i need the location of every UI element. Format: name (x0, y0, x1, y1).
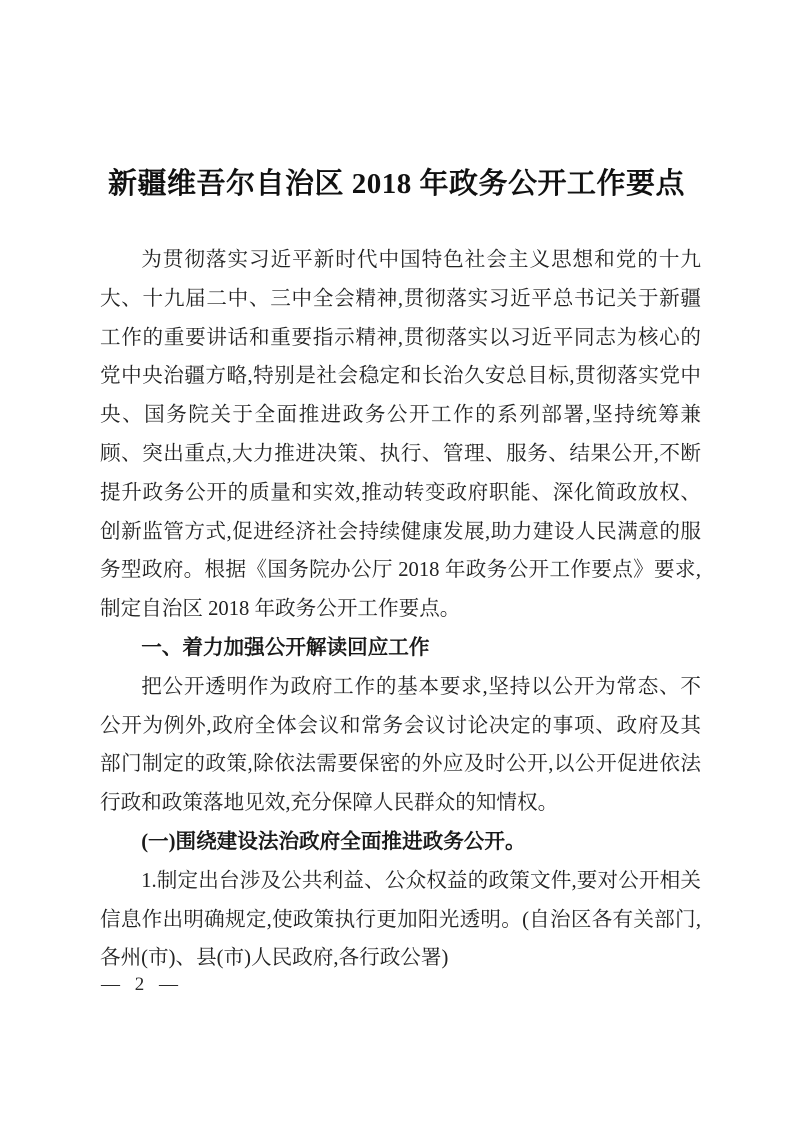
page-number: — 2 — (101, 974, 180, 995)
paragraph-item-1: 1.制定出台涉及公共利益、公众权益的政策文件,要对公开相关信息作出明确规定,使政策执行更加阳光透明。(自治区各有关部门,各州(市)、县(市)人民政府,各行政公署) (100, 869, 701, 970)
paragraph-openness-requirement: 把公开透明作为政府工作的基本要求,坚持以公开为常态、不公开为例外,政府全体会议和常务会议讨论决定的事项、政府及其部门制定的政策,除依法需要保密的外应及时公开,以公开促进依法行政和政策落地见效,充分保障人民群众的知情权。 (100, 675, 701, 815)
document-title: 新疆维吾尔自治区 2018 年政务公开工作要点 (107, 168, 685, 200)
document-body (100, 241, 701, 978)
paragraph-intro: 为贯彻落实习近平新时代中国特色社会主义思想和党的十九大、十九届二中、三中全会精神,贯彻落实习近平总书记关于新疆工作的重要讲话和重要指示精神,贯彻落实以习近平同志为核心的党中央治疆方略,特别是社会稳定和长治久安总目标,贯彻落实党中央、国务院关于全面推进政务公开工作的系列部署,坚持统筹兼顾、突出重点,大力推进决策、执行、管理、服务、结果公开,不断提升政务公开的质量和实效,推动转变政府职能、深化简政放权、创新监管方式,促进经济社会持续健康发展,助力建设人民满意的服务型政府。根据《国务院办公厅 2018 年政务公开工作要点》要求,制定自治区 2018 年政务公开工作要点。 (100, 249, 701, 621)
subsection-heading-1: (一)围绕建设法治政府全面推进政务公开。 (141, 830, 526, 853)
section-heading-1: 一、着力加强公开解读回应工作 (141, 635, 430, 659)
